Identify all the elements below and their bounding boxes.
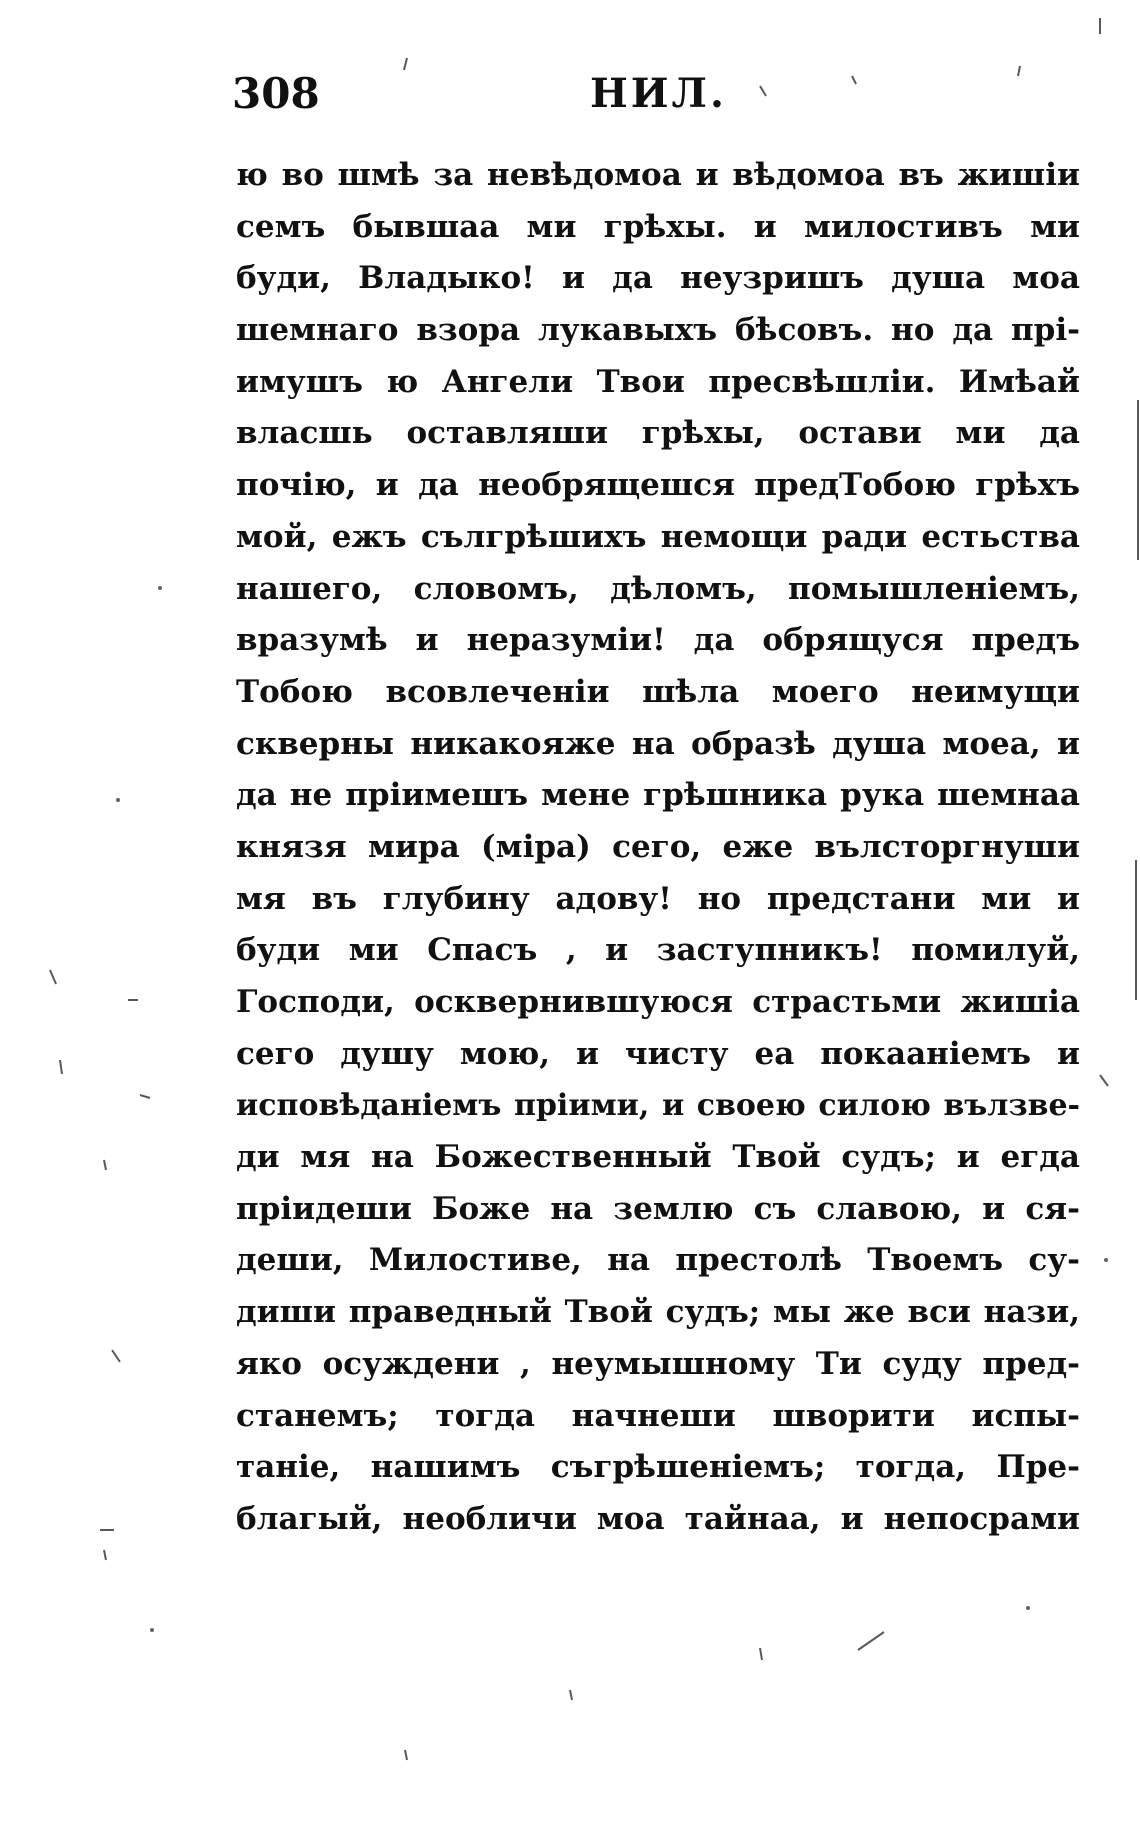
speck-mark — [1018, 66, 1020, 76]
speck-mark — [1100, 1075, 1108, 1086]
text-line: мой, ежъ сългрѣшихъ немощи ради естьства — [236, 518, 1080, 555]
speck-mark — [140, 1095, 150, 1098]
text-line: мя въ глубину адову! но предстани ми и — [236, 880, 1080, 917]
speck-mark — [858, 1632, 884, 1650]
text-line: таніе, нашимъ съгрѣшеніемъ; тогда, Пре- — [236, 1449, 1080, 1486]
text-line: семъ бывшаа ми грѣхы. и милостивъ ми — [236, 208, 1080, 245]
text-line: яко осуждени , неумышному Ти суду пред- — [236, 1345, 1080, 1382]
speck-mark — [405, 1750, 407, 1760]
speck-mark — [404, 58, 407, 70]
speck-mark — [104, 1550, 106, 1560]
speck-mark — [60, 1060, 62, 1074]
text-line: ю во шмѣ за невѣдомоа и вѣдомоа въ жишіи — [236, 157, 1080, 193]
speck-mark — [112, 1350, 120, 1362]
speck-mark — [760, 86, 766, 96]
speck-mark — [852, 76, 856, 84]
text-line: имушъ ю Ангели Твои пресвѣшліи. Имѣай — [236, 363, 1080, 400]
text-line: Тобою всовлеченіи шѣла моего неимущи — [236, 673, 1080, 710]
running-head: НИЛ. — [590, 70, 727, 117]
speck-dot — [116, 798, 120, 802]
text-line: шемнаго взора лукавыхъ бѣсовъ. но да прі- — [236, 312, 1080, 349]
text-line: благый, необличи моа тайнаа, и непосрами — [236, 1500, 1080, 1537]
text-line: буди ми Спасъ , и заступникъ! помилуй, — [236, 932, 1080, 969]
text-line: буди, Владыко! и да неузришъ душа моа — [236, 260, 1080, 297]
text-line: ди мя на Божественный Твой судъ; и егда — [236, 1139, 1080, 1176]
text-line: пріидеши Боже на землю съ славою, и ся- — [236, 1190, 1080, 1227]
text-line: да не пріимешъ мене грѣшника рука шемнаа — [236, 777, 1080, 814]
speck-mark — [104, 1160, 106, 1170]
text-line: Господи, осквернившуюся страстьми жишіа — [236, 984, 1080, 1020]
speck-dot — [158, 586, 162, 590]
text-line: почію, и да необрящешся предТобою грѣхъ — [236, 467, 1080, 504]
text-line: вразумѣ и неразуміи! да обрящуся предъ — [236, 622, 1080, 659]
text-line: власшь оставляши грѣхы, остави ми да — [236, 415, 1080, 452]
speck-mark — [50, 970, 56, 984]
text-line: исповѣданіемъ пріими, и своею силою вълзве- — [236, 1088, 1080, 1124]
text-line: диши праведный Твой судъ; мы же вси нази, — [236, 1294, 1080, 1331]
speck-mark — [570, 1690, 572, 1700]
text-line: скверны никакояже на образѣ душа моеа, и — [236, 725, 1080, 762]
text-line: станемъ; тогда начнеши шворити испы- — [236, 1397, 1080, 1434]
text-line: князя мира (міра) сего, еже вълсторгнуши — [236, 828, 1080, 865]
speck-dot — [1026, 1606, 1030, 1610]
page-number: 308 — [232, 69, 320, 118]
speck-dot — [1104, 1258, 1108, 1262]
text-line: деши, Милостиве, на престолѣ Твоемъ су- — [236, 1242, 1080, 1279]
speck-dot — [150, 1628, 154, 1632]
text-line: нашего, словомъ, дѣломъ, помышленіемъ, — [236, 570, 1080, 607]
text-line: сего душу мою, и чисту еа покааніемъ и — [236, 1035, 1080, 1072]
speck-mark — [760, 1648, 762, 1660]
